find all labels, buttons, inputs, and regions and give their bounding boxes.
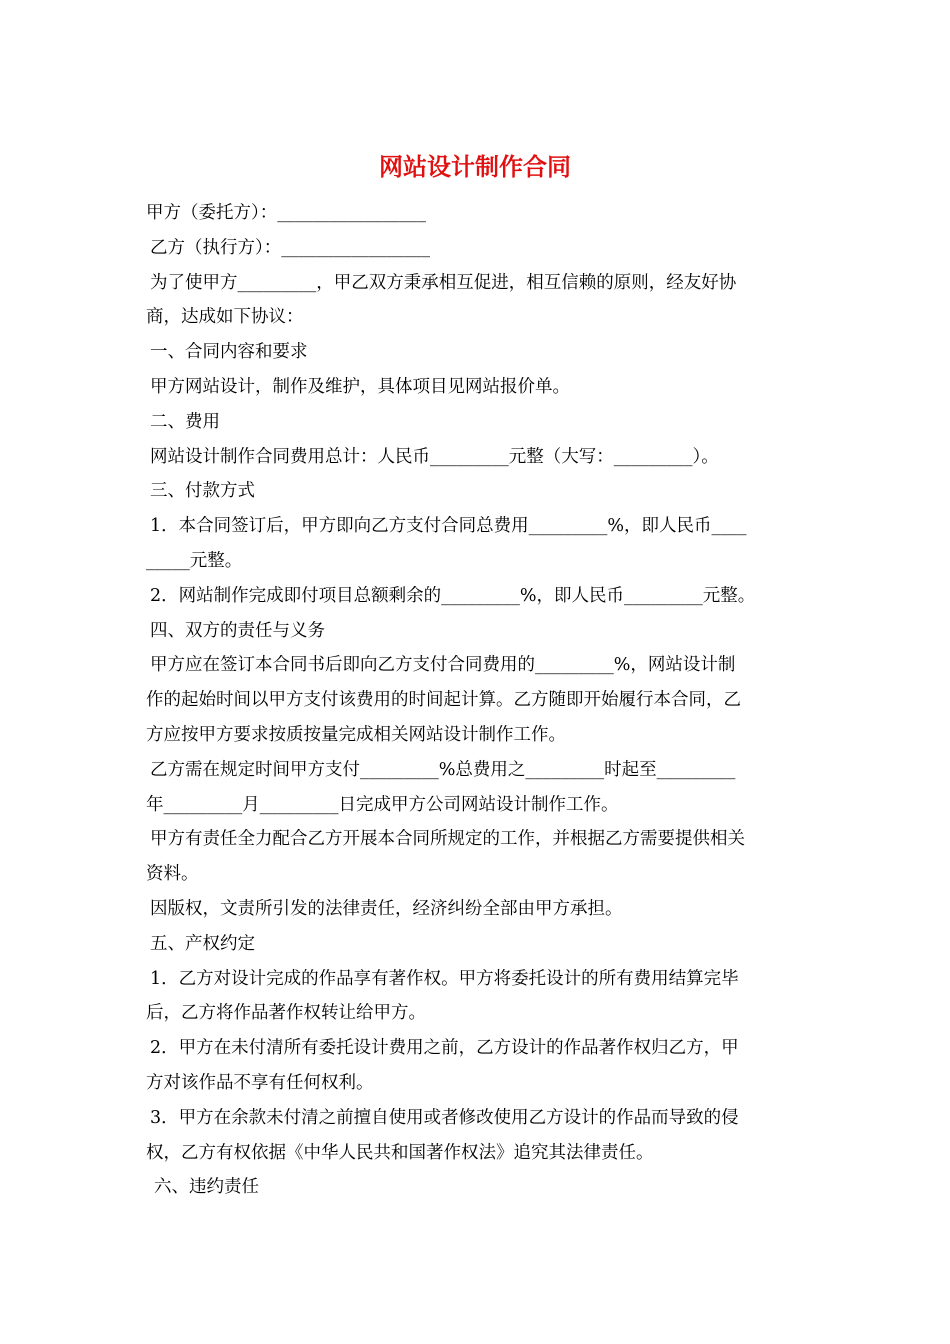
paragraph-line: 1．本合同签订后，甲方即向乙方支付合同总费用_________%，即人民币____ xyxy=(150,516,747,537)
paragraph-line: 作的起始时间以甲方支付该费用的时间起计算。乙方随即开始履行本合同，乙 xyxy=(146,690,741,711)
paragraph-line: 为了使甲方_________，甲乙双方秉承相互促进，相互信赖的原则，经友好协 xyxy=(150,272,737,293)
paragraph-line: 甲方有责任全力配合乙方开展本合同所规定的工作，并根据乙方需要提供相关 xyxy=(150,829,745,850)
paragraph-line: _____元整。 xyxy=(146,550,243,571)
section-heading: 五、产权约定 xyxy=(150,933,255,954)
document-body xyxy=(146,196,811,1205)
paragraph-line: 乙方需在规定时间甲方支付_________%总费用之_________时起至_________ xyxy=(150,759,736,780)
paragraph-line: 2．网站制作完成即付项目总额剩余的_________%，即人民币_________元整。 xyxy=(150,585,756,606)
section-heading: 一、合同内容和要求 xyxy=(150,342,308,363)
paragraph-line: 资料。 xyxy=(146,864,199,885)
paragraph-line: 因版权，文责所引发的法律责任，经济纠纷全部由甲方承担。 xyxy=(150,898,623,919)
paragraph-line: 后，乙方将作品著作权转让给甲方。 xyxy=(146,1003,426,1024)
paragraph-line: 1．乙方对设计完成的作品享有著作权。甲方将委托设计的所有费用结算完毕 xyxy=(150,968,739,989)
paragraph-line: 权，乙方有权依据《中华人民共和国著作权法》追究其法律责任。 xyxy=(146,1142,654,1163)
section-heading: 六、违约责任 xyxy=(154,1177,259,1198)
paragraph-line: 3．甲方在余款未付清之前擅自使用或者修改使用乙方设计的作品而导致的侵 xyxy=(150,1107,739,1128)
paragraph-line: 年_________月_________日完成甲方公司网站设计制作工作。 xyxy=(146,794,619,815)
section-heading: 三、付款方式 xyxy=(150,481,255,502)
paragraph-line: 甲方网站设计，制作及维护，具体项目见网站报价单。 xyxy=(150,376,570,397)
document-title: 网站设计制作合同 xyxy=(379,153,571,181)
party-b-line: 乙方（执行方）：_________________ xyxy=(150,237,430,258)
section-heading: 四、双方的责任与义务 xyxy=(150,620,325,641)
paragraph-line: 甲方应在签订本合同书后即向乙方支付合同费用的_________%，网站设计制 xyxy=(150,655,736,676)
party-a-line: 甲方（委托方）：_________________ xyxy=(146,203,426,223)
paragraph-line: 商，达成如下协议： xyxy=(146,307,304,328)
paragraph-line: 网站设计制作合同费用总计：人民币_________元整（大写：_________）。 xyxy=(150,446,719,467)
section-heading: 二、费用 xyxy=(150,411,220,432)
paragraph-line: 方应按甲方要求按质按量完成相关网站设计制作工作。 xyxy=(146,724,566,745)
paragraph-line: 2．甲方在未付清所有委托设计费用之前，乙方设计的作品著作权归乙方，甲 xyxy=(150,1038,739,1059)
paragraph-line: 方对该作品不享有任何权利。 xyxy=(146,1072,374,1093)
